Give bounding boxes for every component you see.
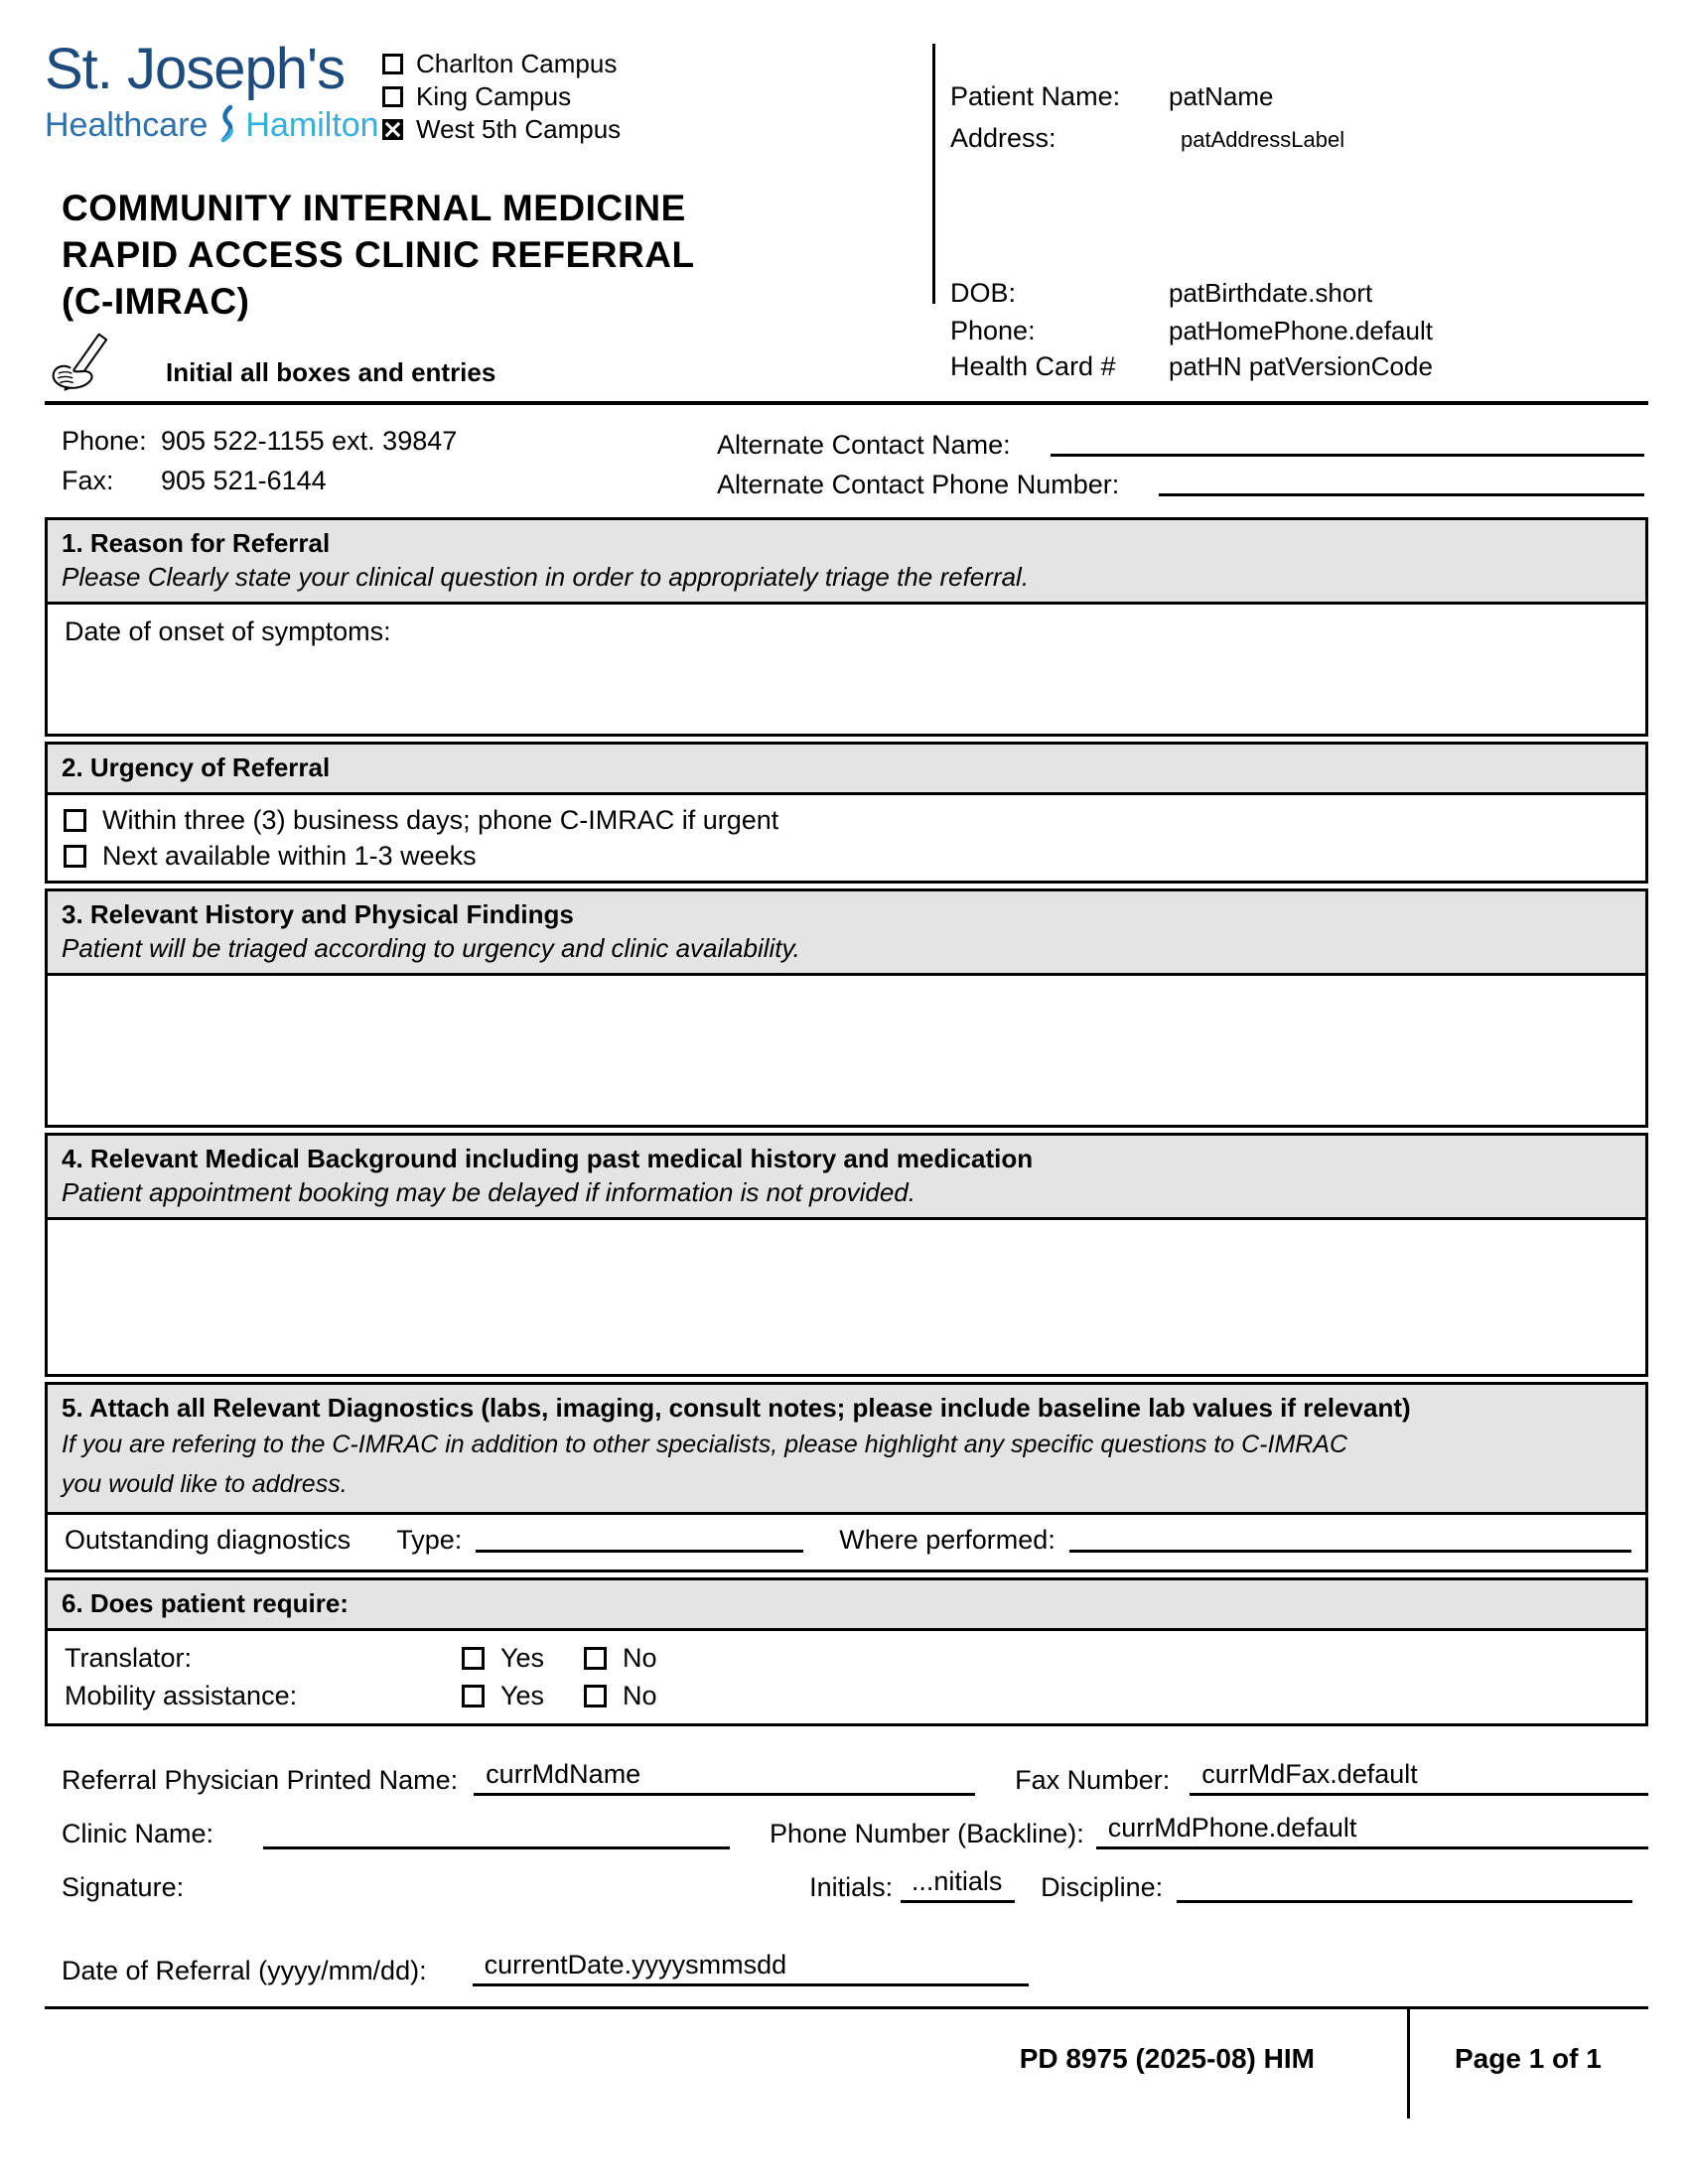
checkbox-mobility-no[interactable] [584,1685,607,1707]
physician-fax-label: Fax Number: [1015,1765,1171,1795]
physician-fax-value: currMdFax.default [1201,1759,1418,1789]
writing-hand-icon [47,332,116,399]
campus-option-king [382,80,621,113]
section1-header [48,520,1645,605]
section4-header [48,1136,1645,1220]
patient-dob-row [950,278,1648,309]
patient-dob-value: patBirthdate.short [1169,278,1373,308]
section3-subtitle: Patient will be triaged according to urgency and clinic availability. [62,933,800,963]
checkbox-urgent-three-days[interactable] [64,809,86,832]
section3-title: 3. Relevant History and Physical Findings [62,899,574,929]
patient-address-row [950,123,1648,154]
backline-field[interactable] [1096,1813,1648,1849]
checkbox-west5th-campus-checked[interactable] [382,119,403,140]
where-performed-label: Where performed: [839,1525,1055,1555]
patient-health-card-value: patHN patVersionCode [1169,351,1433,381]
patient-health-card-row [950,351,1648,382]
sjhh-logo [45,36,379,146]
section3-textarea[interactable] [48,976,1645,1125]
alt-contact-phone-label: Alternate Contact Phone Number: [717,470,1120,499]
section-relevant-history [45,888,1648,1128]
alternate-contact [717,421,1648,500]
campus-label: King Campus [416,81,572,111]
clinic-phone-row [62,421,717,461]
section3-header [48,891,1645,976]
section2-body [48,795,1645,881]
clinic-fax-label: Fax: [62,465,114,495]
logo-text-healthcare: Healthcare [45,105,209,144]
clinic-contact [62,421,717,500]
campus-label: West 5th Campus [416,114,622,144]
outstanding-diagnostics-label: Outstanding diagnostics [65,1525,352,1555]
patient-name-label: Patient Name: [950,81,1121,111]
backline-label: Phone Number (Backline): [770,1819,1084,1848]
section6-header [48,1580,1645,1631]
form-header [45,36,1648,401]
section-attach-diagnostics [45,1382,1648,1572]
clinic-name-row [62,1810,1648,1849]
translator-label: Translator: [65,1642,193,1673]
no-label: No [623,1642,657,1673]
section5-body [48,1515,1645,1570]
form-title-line1: COMMUNITY INTERNAL MEDICINE [62,188,686,228]
initials-label: Initials: [809,1872,894,1902]
section1-subtitle: Please Clearly state your clinical question in order to appropriately triage the referral. [62,562,1030,592]
section4-title: 4. Relevant Medical Background including past medical history and medication [62,1144,1034,1173]
date-of-referral-value: currentDate.yyyysmmsdd [484,1950,787,1979]
physician-printed-name-value: currMdName [486,1759,641,1789]
clinic-fax-row [62,461,717,500]
section5-subtitle-line2: you would like to address. [62,1470,348,1498]
date-of-referral-row [62,1947,1648,1986]
section1-textarea[interactable] [48,605,1645,734]
alt-contact-name-label: Alternate Contact Name: [717,430,1011,460]
discipline-label: Discipline: [1041,1872,1164,1902]
patient-phone-value: patHomePhone.default [1169,316,1433,345]
patient-dob-label: DOB: [950,278,1017,308]
signature-row [62,1863,1648,1903]
patient-name-value: patName [1169,81,1274,111]
patient-phone-label: Phone: [950,316,1036,345]
logo-text-st-josephs: St. Joseph's [45,37,346,101]
physician-name-row [62,1756,1648,1796]
clinic-fax-value: 905 521-6144 [161,465,327,495]
clinic-phone-label: Phone: [62,425,147,456]
clinic-name-label: Clinic Name: [62,1819,214,1848]
campus-option-west5th [382,113,621,146]
alt-contact-name-field[interactable] [1051,453,1644,457]
section1-title: 1. Reason for Referral [62,528,331,558]
initial-all-boxes-instruction: Initial all boxes and entries [166,357,496,387]
urgency-option-label: Within three (3) business days; phone C-IMRAC if urgent [102,804,779,835]
footer-divider [1407,2009,1410,2118]
section2-header [48,745,1645,795]
discipline-field[interactable] [1177,1897,1632,1903]
form-footer [45,2006,1648,2130]
contact-block [45,405,1648,512]
where-performed-field[interactable] [1069,1549,1631,1553]
physician-printed-name-label: Referral Physician Printed Name: [62,1765,459,1795]
date-of-referral-label: Date of Referral (yyyy/mm/dd): [62,1956,427,1985]
checkbox-charlton-campus[interactable] [382,54,403,74]
section4-subtitle: Patient appointment booking may be delayed if information is not provided. [62,1177,915,1207]
physician-printed-name-field[interactable] [474,1759,975,1796]
initials-field[interactable] [901,1866,1015,1903]
checkbox-translator-no[interactable] [584,1647,607,1670]
date-of-onset-label: Date of onset of symptoms: [65,616,391,646]
signature-label: Signature: [62,1872,185,1902]
section2-title: 2. Urgency of Referral [62,752,331,782]
patient-address-value: patAddressLabel [1181,127,1345,152]
urgency-option-next-available [64,838,1645,874]
form-title-line3: (C-IMRAC) [62,281,250,322]
mobility-assistance-row [65,1677,1645,1714]
form-title-line2: RAPID ACCESS CLINIC REFERRAL [62,234,695,275]
alt-contact-phone-row [717,461,1648,500]
section5-subtitle-line1: If you are refering to the C-IMRAC in addition to other specialists, please highlight any specific questions to C-IMRAC [62,1431,1348,1458]
form-title [62,185,695,325]
yes-label: Yes [500,1680,545,1710]
backline-value: currMdPhone.default [1107,1813,1357,1843]
patient-address-label: Address: [950,123,1056,153]
section5-header [48,1385,1645,1515]
section6-body [48,1631,1645,1723]
patient-phone-row [950,316,1648,346]
type-label: Type: [396,1525,463,1555]
no-label: No [623,1680,657,1710]
campus-option-charlton [382,48,621,80]
checkbox-mobility-yes[interactable] [462,1685,485,1707]
section-reason-for-referral [45,517,1648,737]
translator-row [65,1639,1645,1677]
checkbox-translator-yes[interactable] [462,1647,485,1670]
alt-contact-phone-field[interactable] [1159,492,1644,496]
section-urgency-of-referral [45,742,1648,884]
form-number: PD 8975 (2025-08) HIM [1019,2043,1315,2074]
physician-fax-field[interactable] [1190,1759,1648,1796]
page-indicator: Page 1 of 1 [1455,2043,1602,2074]
campus-label: Charlton Campus [416,49,618,78]
urgency-option-three-days [64,802,1645,838]
urgency-option-label: Next available within 1-3 weeks [102,840,477,871]
clinic-phone-value: 905 522-1155 ext. 39847 [161,425,458,456]
clinic-name-field[interactable] [263,1843,730,1849]
logo-swirl-icon [215,104,237,146]
initials-value: ...nitials [911,1866,1003,1896]
yes-label: Yes [500,1642,545,1673]
section4-textarea[interactable] [48,1220,1645,1374]
section6-title: 6. Does patient require: [62,1588,349,1618]
checkbox-king-campus[interactable] [382,86,403,107]
section5-title: 5. Attach all Relevant Diagnostics (labs, imaging, consult notes; please include baseline lab values if relevant) [62,1393,1411,1423]
section-medical-background [45,1133,1648,1377]
patient-name-row [950,81,1648,112]
patient-health-card-label: Health Card # [950,351,1116,381]
checkbox-next-available[interactable] [64,845,86,868]
alt-contact-name-row [717,421,1648,461]
campus-checkbox-group [382,48,621,146]
referring-physician-block [45,1756,1648,1986]
logo-text-hamilton: Hamilton [245,105,379,144]
date-of-referral-field[interactable] [473,1950,1029,1986]
section-patient-requirements [45,1577,1648,1726]
diagnostics-type-field[interactable] [476,1549,803,1553]
mobility-assistance-label: Mobility assistance: [65,1680,298,1710]
header-vertical-divider [932,44,935,304]
